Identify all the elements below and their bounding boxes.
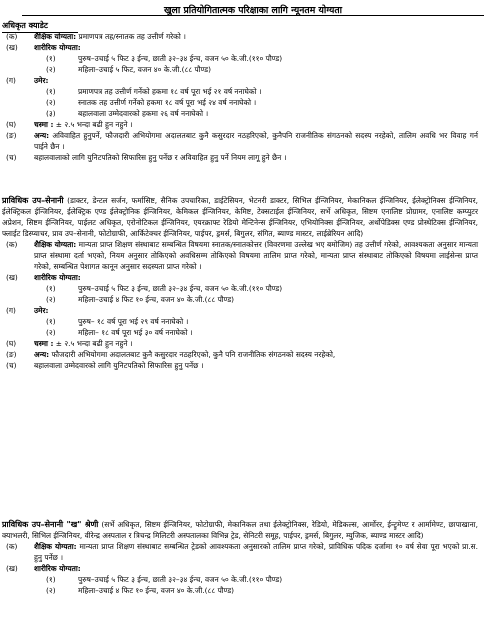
item-key: शैक्षिक योग्यता: xyxy=(34,542,77,551)
subitem-number: (१) xyxy=(46,54,56,63)
section-intro xyxy=(2,195,482,239)
subitem xyxy=(2,53,482,64)
title-underline xyxy=(22,15,484,16)
subitem-text: महिला–उचाई ४ फिट १० ईन्च, वजन ४० के.जी.(८८ पौण्ड) xyxy=(78,586,235,595)
subitem xyxy=(2,294,482,305)
item-text xyxy=(34,130,482,152)
subitem-number: (२) xyxy=(46,98,56,107)
section-intro xyxy=(2,519,482,541)
item-text xyxy=(34,541,482,563)
item-key: अन्य: xyxy=(34,131,50,140)
item-key: शारीरिक योग्यता: xyxy=(34,564,81,573)
subitem-text: स्नातक तह उत्तीर्ण गर्नेको हकमा १८ वर्ष पूरा भई २४ वर्ष ननाघेको । xyxy=(78,98,257,107)
subitem-text: पुरुष–उचाई ५ फिट ३ ईन्च, छाती ३२–३४ ईन्च, वजन ५० के.जी.(११० पौण्ड) xyxy=(78,575,283,584)
item-kha xyxy=(2,563,482,574)
subitem-number: (१) xyxy=(46,317,56,326)
item-gha xyxy=(2,338,482,349)
item-label: (क) xyxy=(6,240,18,249)
item-text: बहालवाला उम्मेदवारको लागि युनिटपतिको सिफारिस हुनु पर्नेछ । xyxy=(34,361,204,370)
item-label: (घ) xyxy=(6,339,17,348)
item-text: बहालवालाको लागि युनिटपतिको सिफारिस हुनु पर्नेछ र अविवाहित हुनु पर्ने नियम लागू हुने छैन । xyxy=(34,153,287,162)
item-key: उमेर: xyxy=(34,76,49,85)
item-kha xyxy=(2,272,482,283)
subitem xyxy=(2,283,482,294)
subitem xyxy=(2,64,482,75)
subitem-text: महिला–उचाई ५ फिट, वजन ४० के.जी.(८८ पौण्ड) xyxy=(78,65,211,74)
intro-text: (डाक्टर, डेन्टल सर्जन, फर्मासिष्ट, सैनिक उपचारिका, डाईटेसियन, भेटनरी डाक्टर, सिभिल ईन्जिनियर, मेकानिकल ईन्जिनियर, ईलेक्ट्रोनिक्स ईन्जिनियर, ईलेक्ट्रिकल ईन्जिनियर, ईलेक्ट्रिक एण्ड ईलेक्ट्रोनिक ईन्जिनियर, केमिकल ईन्जिनियर, केमिष्ट, टेक्सटाईल ईन्जिनियर, सर्भे अधिकृत, सिष्टम एनालिष्ट प्रोग्रामर, एनालिष्ट कम्प्युटर अप्रेशन, सिष्टम ईन्जिनियर, पाईलट अधिकृत, एरोनोटिकल ईन्जिनियर, एयरक्राफ्ट रेडियो मेन्टिनेन्स ईन्जिनियर, एभियोनिक्स ईन्जिनियर, अर्थोपेडिक्स एण्ड प्रोस्थेटिक्स ईन्जिनियर, फ्लाईट डिस्प्याचर, प्राव उप–सेनानी, फोटोग्राफी, आर्किटेक्चर ईन्जिनियर, पाईपर, ड्रमर्स, बिगुलर, संगित, ब्याण्ड मास्टर, लाईब्रेरियन आदि) xyxy=(2,196,478,238)
item-ka xyxy=(2,239,482,272)
item-label: (ख) xyxy=(6,564,18,573)
intro-text: (सर्भे अधिकृत, सिष्टम ईन्जिनियर, फोटोग्राफी, मेकानिकल तथा ईलेक्ट्रोनिक्स, रेडियो, मेडिकल्स, आर्मोरर, ईन्ट्रुमेण्ट र आर्मामेण्ट, छापाखाना, क्याभलरी, सिभिल ईन्जिनियर, वीरेन्द्र अस्पताल र त्रिचन्द्र मिलिटरी अस्पतालका विभिन्न ट्रेड, सेनिटरी समूह, पाईपर, ड्रमर्स, बिगुलर, म्युजिक, ब्याण्ड मास्टर आदि) xyxy=(2,520,479,540)
item-key: चस्मा : xyxy=(34,339,54,348)
item-value: ± २.५ भन्दा बढी हुन नहुने । xyxy=(55,339,133,348)
item-label: (ङ) xyxy=(6,350,17,359)
item-key: चस्मा : xyxy=(34,120,54,129)
item-value: अविवाहित हुनुपर्ने, फौजदारी अभियोगमा अदालतबाट कुनै कसुरदार नठहरिएको, कुनैपनि राजनीतिक संगठनको सदस्य नरहेको, तालिम अवधि भर विवाह गर्न पाईने छैन । xyxy=(34,131,478,151)
item-label: (च) xyxy=(6,361,17,370)
item-nga xyxy=(2,349,482,360)
item-ga xyxy=(2,305,482,316)
item-label: (ङ) xyxy=(6,131,17,140)
item-value: ± २.५ भन्दा बढी हुन नहुने । xyxy=(55,120,133,129)
subitem xyxy=(2,97,482,108)
subitem-text: पुरुष– १८ वर्ष पूरा भई २९ वर्ष ननाघेको । xyxy=(78,317,189,326)
section-technical-sub-lieutenant-kha xyxy=(2,519,482,596)
subitem-number: (१) xyxy=(46,284,56,293)
subitem xyxy=(2,585,482,596)
item-label: (ग) xyxy=(6,306,16,315)
item-cha xyxy=(2,152,482,163)
item-text xyxy=(34,349,482,360)
subitem-number: (१) xyxy=(46,575,56,584)
item-value: प्रमाणपत्र तह/स्नातक तह उत्तीर्ण गरेको । xyxy=(78,32,186,41)
subitem xyxy=(2,86,482,97)
subitem-text: पुरुष–उचाई ५ फिट ३ ईन्च, छाती ३२–३४ ईन्च, वजन ५० के.जी.(११० पौण्ड) xyxy=(78,54,283,63)
subitem-number: (२) xyxy=(46,586,56,595)
subitem xyxy=(2,108,482,119)
subitem-text: बहालवाला उम्मेदवारको हकमा २६ वर्ष ननाघेको । xyxy=(78,109,209,118)
item-text xyxy=(34,239,482,272)
section-officer-cadet xyxy=(2,20,482,163)
item-text xyxy=(34,119,482,130)
heading-underline xyxy=(2,32,78,33)
item-key: शैक्षिक योग्यता: xyxy=(34,240,77,249)
subitem-number: (२) xyxy=(46,328,56,337)
section-heading: प्राविधिक उप–सेनानी "ख" श्रेणी xyxy=(2,520,99,529)
subitem xyxy=(2,574,482,585)
item-key: शारीरिक योग्यता: xyxy=(34,273,81,282)
item-nga xyxy=(2,130,482,152)
item-label: (क) xyxy=(6,542,18,551)
item-key: शारीरिक योग्यता: xyxy=(34,43,81,52)
subitem xyxy=(2,316,482,327)
subitem xyxy=(2,327,482,338)
item-gha xyxy=(2,119,482,130)
item-label: (क) xyxy=(6,32,18,41)
item-key: उमेर: xyxy=(34,306,49,315)
section-heading: अधिकृत क्याडेट xyxy=(2,21,48,30)
section-technical-sub-lieutenant xyxy=(2,195,482,371)
subitem-text: महिला–उचाई ४ फिट १० ईन्च, वजन ४० के.जी.(८८ पौण्ड) xyxy=(78,295,235,304)
item-value: मान्यता प्राप्त शिक्षण संस्थाबाट सम्बन्धित विषयमा स्नातक/स्नातकोत्तर (विवरणमा उल्लेख भए बमोजिम) तह उत्तीर्ण गरेको, आवश्यकता अनुसार मान्यता प्राप्त संस्थामा दर्ता भएको, नियम अनुसार तोकिएको अवधिसम्म तोकिएको विषयमा तालिम प्राप्त गरेको, मान्यता प्राप्त संस्थाबाट तोकिएको विषयमा लाईसेन्स प्राप्त गरेको, सम्बन्धित पेशागत कानून अनुसार सदस्यता प्राप्त गरेको । xyxy=(34,240,478,271)
item-ga xyxy=(2,75,482,86)
item-cha xyxy=(2,360,482,371)
subitem-text: पुरुष–उचाई ५ फिट ३ ईन्च, छाती ३२–३४ ईन्च, वजन ५० के.जी.(११० पौण्ड) xyxy=(78,284,283,293)
item-label: (घ) xyxy=(6,120,17,129)
item-value: फौजदारी अभियोगमा अदालतबाट कुनै कसुरदार नठहरिएको, कुनै पनि राजनीतिक संगठनको सदस्य नरहेको, xyxy=(51,350,336,359)
item-label: (ग) xyxy=(6,76,16,85)
item-key: अन्य: xyxy=(34,350,50,359)
item-ka xyxy=(2,541,482,563)
item-key: शैक्षिक योग्यता: xyxy=(34,32,77,41)
subitem-number: (२) xyxy=(46,295,56,304)
item-text xyxy=(34,338,482,349)
item-label: (च) xyxy=(6,153,17,162)
subitem-text: महिला– १८ वर्ष पूरा भई ३० वर्ष ननाघेको । xyxy=(78,328,193,337)
item-text xyxy=(34,31,482,42)
page-title: खुला प्रतियोगितात्मक परिक्षाका लागि न्यूनतम योग्यता xyxy=(163,5,343,16)
item-label: (ख) xyxy=(6,273,18,282)
subitem-text: प्रमाणपत्र तह उत्तीर्ण गर्नेको हकमा १८ वर्ष पूरा भई २१ वर्ष ननाघेको । xyxy=(78,87,262,96)
subitem-number: (२) xyxy=(46,65,56,74)
item-label: (ख) xyxy=(6,43,18,52)
item-kha xyxy=(2,42,482,53)
section-heading: प्राविधिक उप–सेनानी xyxy=(2,196,64,205)
item-value: मान्यता प्राप्त शिक्षण संस्थाबाट सम्बन्धित ट्रेडको आवश्यकता अनुसारको तालिम प्राप्त गरेको, प्राविधिक पदिक दर्जामा १० वर्ष सेवा पूरा भएको प्रा.स. हुनु पर्नेछ । xyxy=(34,542,478,562)
subitem-number: (३) xyxy=(46,109,56,118)
subitem-number: (१) xyxy=(46,87,56,96)
